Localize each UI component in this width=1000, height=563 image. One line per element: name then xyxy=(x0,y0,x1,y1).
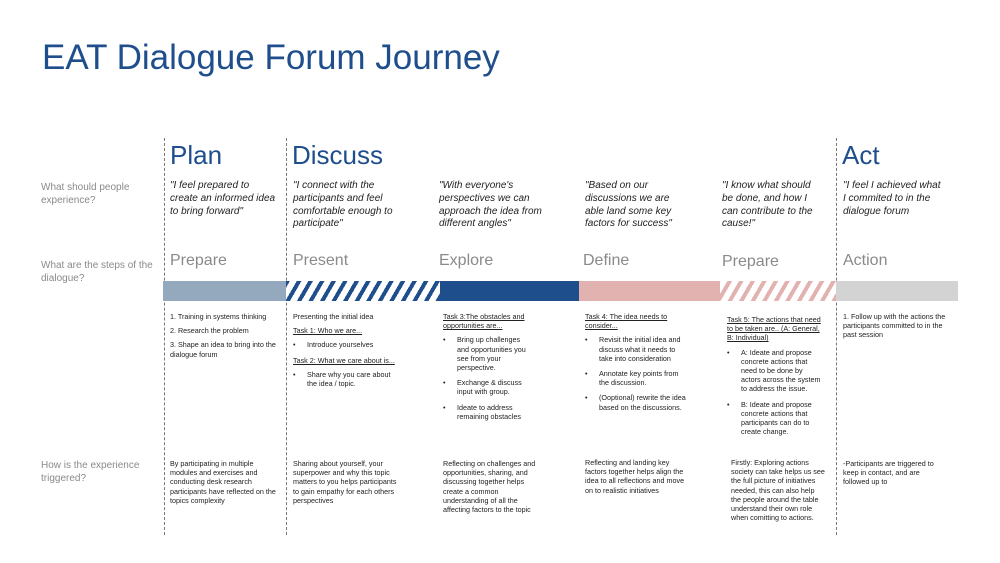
task-5-heading: Task 5: The actions that need to be taken are.. (A: General, B: Individual) xyxy=(727,315,821,343)
quote-present: "I connect with the participants and feel comfortable enough to participate" xyxy=(293,180,393,230)
divider-plan xyxy=(164,138,165,535)
quote-define: "Based on our discussions we are able land some key factors for success" xyxy=(585,180,672,230)
bar-prepare xyxy=(163,281,286,301)
row-label-steps: What are the steps of the dialogue? xyxy=(41,260,153,284)
bar-define xyxy=(579,281,720,301)
row-label-experience: What should people experience? xyxy=(41,182,130,206)
trigger-plan: By participating in multiple modules and exercises and conducting desk research participants have reflected on the topics complexity xyxy=(170,459,276,505)
quote-plan: "I feel prepared to create an informed idea to bring forward" xyxy=(170,180,276,217)
step-prepare-2: Prepare xyxy=(722,253,779,270)
trigger-prepare: Firstly: Exploring actions society can take helps us see the full picture of initiatives needed, this can also help the people around the table understand their own role when comitting to actions. xyxy=(731,458,825,523)
bar-prepare-2 xyxy=(720,281,836,301)
present-bullet: • Share why you care about the idea / topic. xyxy=(293,370,398,388)
prepare-bullet: • B: Ideate and propose concrete actions that participants can do to create change. xyxy=(727,400,821,437)
step-explore: Explore xyxy=(439,252,494,269)
plan-item: 2. Research the problem xyxy=(170,326,249,336)
action-item: 1. Follow up with the actions the participants committed to in the past session xyxy=(843,312,946,340)
define-bullet: • (Ooptional) rewrite the idea based on the discussions. xyxy=(585,393,689,411)
quote-explore: "With everyone's perspectives we can approach the idea from different angles" xyxy=(439,180,542,230)
explore-bullet: • Exchange & discuss input with group. xyxy=(443,378,533,396)
present-intro: Presenting the initial idea xyxy=(293,312,374,321)
step-define: Define xyxy=(583,252,630,269)
trigger-explore: Reflecting on challenges and opportunities, sharing, and discussing together helps create a common understanding of all the affecting factors to the topic xyxy=(443,459,536,515)
details-prepare-2 xyxy=(727,315,821,442)
details-action xyxy=(843,312,951,345)
row-label-trigger: How is the experience triggered? xyxy=(41,460,140,484)
task-4-heading: Task 4: The idea needs to consider... xyxy=(585,312,668,331)
phase-plan: Plan xyxy=(170,140,223,170)
step-prepare: Prepare xyxy=(170,252,227,269)
phase-act: Act xyxy=(842,140,880,170)
explore-bullet: • Ideate to address remaining obstacles xyxy=(443,403,533,421)
step-action: Action xyxy=(843,252,888,269)
task-2-heading: Task 2: What we care about is... xyxy=(293,355,395,365)
plan-item: 1. Training in systems thinking xyxy=(170,312,267,321)
divider-discuss xyxy=(286,138,287,535)
trigger-action: -Participants are triggered to keep in contact, and are followed up to xyxy=(843,459,934,487)
explore-bullet: • Bring up challenges and opportunities you see from your perspective. xyxy=(443,335,533,372)
bar-action xyxy=(836,281,958,301)
details-present xyxy=(293,312,398,394)
bar-present xyxy=(286,281,440,301)
page-title: EAT Dialogue Forum Journey xyxy=(42,38,500,77)
trigger-define: Reflecting and landing key factors together helps align the idea to all reflections and move on to realistic initiatives xyxy=(585,458,685,495)
quote-prepare: "I know what should be done, and how I can contribute to the cause!" xyxy=(722,180,813,230)
trigger-present: Sharing about yourself, your superpower and why this topic matters to you helps participants to gain empathy for each others perspectives xyxy=(293,459,397,505)
step-present: Present xyxy=(293,252,349,269)
prepare-bullet: • A: Ideate and propose concrete actions that need to be done by actors across the system to address the issue. xyxy=(727,348,821,394)
details-define xyxy=(585,312,689,418)
quote-act: "I feel I achieved what I commited to in the dialogue forum xyxy=(843,180,941,217)
task-3-heading: Task 3:The obstacles and opportunities are... xyxy=(443,312,525,331)
plan-item: 3. Shape an idea to bring into the dialogue forum xyxy=(170,340,276,359)
details-plan xyxy=(170,312,278,364)
bar-explore xyxy=(440,281,579,301)
details-explore xyxy=(443,312,533,427)
divider-act xyxy=(836,138,837,535)
task-1-heading: Task 1: Who we are... xyxy=(293,326,363,336)
define-bullet: • Revisit the initial idea and discuss what it needs to take into consideration xyxy=(585,335,689,363)
present-bullet: • Introduce yourselves xyxy=(293,340,398,349)
phase-discuss: Discuss xyxy=(292,140,384,170)
define-bullet: • Annotate key points from the discussion. xyxy=(585,369,689,387)
